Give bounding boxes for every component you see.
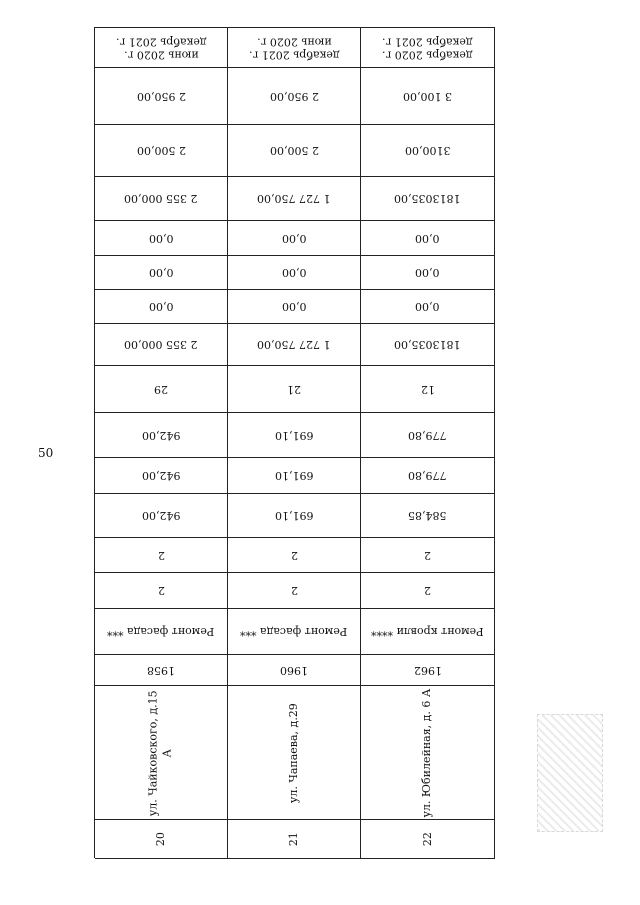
total-value: 2 355 000,00 — [124, 338, 198, 352]
count-value: 12 — [420, 383, 435, 397]
zero-cell — [361, 290, 495, 324]
price-cell — [228, 68, 361, 125]
area-value: 584,85 — [408, 509, 447, 523]
table-row-zero-3 — [95, 289, 495, 324]
zero-cell — [228, 221, 361, 256]
period-line: декабрь 2020 г. — [382, 48, 473, 62]
period-cell — [95, 28, 228, 68]
row-number-cell — [361, 820, 495, 858]
row-number-value: 21 — [286, 831, 300, 846]
table-row-area-3 — [95, 493, 495, 538]
zero-value: 0,00 — [148, 266, 174, 280]
zero-cell — [361, 221, 495, 256]
total-cell — [95, 324, 228, 366]
row-number-cell — [228, 820, 361, 858]
floors-cell — [361, 573, 495, 609]
total-value: 1 727 750,00 — [257, 192, 331, 206]
price-cell — [361, 68, 495, 125]
table-row-period — [95, 27, 495, 68]
table-row-area-2 — [95, 457, 495, 494]
year-cell — [361, 655, 495, 686]
price-value: 2 950,00 — [136, 90, 186, 104]
period-cell — [361, 28, 495, 68]
address-line: ул. Юбилейная, д. 6 А — [420, 688, 434, 818]
total-cell — [95, 177, 228, 221]
zero-cell — [228, 290, 361, 324]
work-type-cell — [228, 609, 361, 655]
work-type-cell — [95, 609, 228, 655]
zero-value: 0,00 — [281, 300, 307, 314]
row-number-cell — [95, 820, 228, 858]
area-cell — [361, 494, 495, 538]
zero-value: 0,00 — [148, 300, 174, 314]
year-value: 1958 — [147, 664, 175, 678]
table-row-zero-2 — [95, 255, 495, 290]
address-cell — [228, 686, 361, 820]
price-cell — [95, 68, 228, 125]
year-cell — [95, 655, 228, 686]
year-value: 1960 — [280, 664, 308, 678]
floors-value: 2 — [424, 549, 431, 563]
area-cell — [95, 494, 228, 538]
work-type-value: Ремонт кровли **** — [371, 625, 484, 639]
zero-value: 0,00 — [415, 232, 440, 246]
table-row-area-1 — [95, 412, 495, 458]
total-value: 1813035,00 — [394, 338, 461, 352]
page-number: 50 — [38, 446, 54, 460]
price-value: 2 950,00 — [269, 90, 319, 104]
year-cell — [228, 655, 361, 686]
area-cell — [95, 458, 228, 494]
zero-cell — [228, 256, 361, 290]
floors-value: 2 — [290, 549, 298, 563]
area-value: 942,00 — [141, 429, 181, 443]
count-cell — [228, 366, 361, 413]
period-cell — [228, 28, 361, 68]
address-cell — [361, 686, 495, 820]
price-value: 2 500,00 — [269, 144, 319, 158]
price-value: 3100,00 — [404, 144, 451, 158]
row-number-value: 22 — [420, 831, 434, 846]
floors-value: 2 — [290, 584, 298, 598]
period-line: декабрь 2021 г. — [248, 48, 340, 62]
zero-cell — [95, 256, 228, 290]
table-row-address — [95, 685, 495, 820]
work-type-value: Ремонт фасада *** — [240, 625, 348, 639]
area-value: 942,00 — [141, 469, 181, 483]
count-cell — [361, 366, 495, 413]
area-cell — [228, 494, 361, 538]
area-cell — [361, 413, 495, 458]
zero-value: 0,00 — [415, 300, 440, 314]
table-row-zero-1 — [95, 220, 495, 256]
floors-cell — [228, 538, 361, 573]
zero-value: 0,00 — [415, 266, 440, 280]
address-line: ул. Чапаева, д.29 — [286, 703, 300, 803]
area-value: 691,10 — [274, 469, 314, 483]
price-value: 2 500,00 — [136, 144, 186, 158]
total-value: 1 727 750,00 — [257, 338, 331, 352]
period-line: декабрь 2021 г. — [115, 35, 207, 48]
floors-cell — [228, 573, 361, 609]
zero-value: 0,00 — [148, 232, 174, 246]
area-cell — [95, 413, 228, 458]
area-value: 779,80 — [408, 469, 447, 483]
floors-cell — [361, 538, 495, 573]
price-cell — [361, 125, 495, 177]
row-number-value: 20 — [153, 831, 167, 846]
area-value: 942,00 — [141, 509, 181, 523]
table-row-floors-1 — [95, 537, 495, 573]
price-cell — [95, 125, 228, 177]
price-cell — [228, 125, 361, 177]
address-line: А — [161, 748, 174, 758]
table-row-work-type — [95, 608, 495, 655]
total-cell — [361, 177, 495, 221]
price-value: 3 100,00 — [403, 90, 452, 104]
area-cell — [228, 458, 361, 494]
zero-cell — [95, 221, 228, 256]
zero-value: 0,00 — [281, 232, 307, 246]
total-value: 2 355 000,00 — [124, 192, 198, 206]
housing-repair-table — [94, 27, 495, 858]
table-row-count — [95, 365, 495, 413]
total-cell — [228, 324, 361, 366]
area-value: 691,10 — [274, 429, 314, 443]
faded-stamp-image — [537, 714, 603, 832]
zero-value: 0,00 — [281, 266, 307, 280]
table-row-number — [95, 819, 495, 859]
address-line: ул. Чайковского, д.15 — [146, 690, 160, 816]
zero-cell — [95, 290, 228, 324]
floors-value: 2 — [424, 584, 431, 598]
period-line: декабрь 2021 г. — [382, 35, 473, 48]
period-line: июнь 2020 г. — [123, 48, 199, 62]
floors-value: 2 — [157, 549, 165, 563]
work-type-value: Ремонт фасада *** — [107, 625, 215, 639]
area-cell — [228, 413, 361, 458]
total-cell — [228, 177, 361, 221]
period-line: июнь 2020 г. — [256, 35, 332, 48]
count-value: 29 — [154, 383, 168, 397]
table-row-floors-2 — [95, 572, 495, 609]
address-cell — [95, 686, 228, 820]
count-value: 21 — [287, 383, 301, 397]
total-cell — [361, 324, 495, 366]
floors-value: 2 — [157, 584, 165, 598]
area-value: 779,80 — [408, 429, 447, 443]
floors-cell — [95, 538, 228, 573]
table-row-total-1 — [95, 176, 495, 221]
floors-cell — [95, 573, 228, 609]
total-value: 1813035,00 — [394, 192, 461, 206]
table-row-price-1 — [95, 67, 495, 125]
year-value: 1962 — [413, 664, 442, 678]
table-row-total-2 — [95, 323, 495, 366]
count-cell — [95, 366, 228, 413]
work-type-cell — [361, 609, 495, 655]
zero-cell — [361, 256, 495, 290]
table-row-year — [95, 654, 495, 686]
area-cell — [361, 458, 495, 494]
table-row-price-2 — [95, 124, 495, 177]
area-value: 691,10 — [274, 509, 314, 523]
